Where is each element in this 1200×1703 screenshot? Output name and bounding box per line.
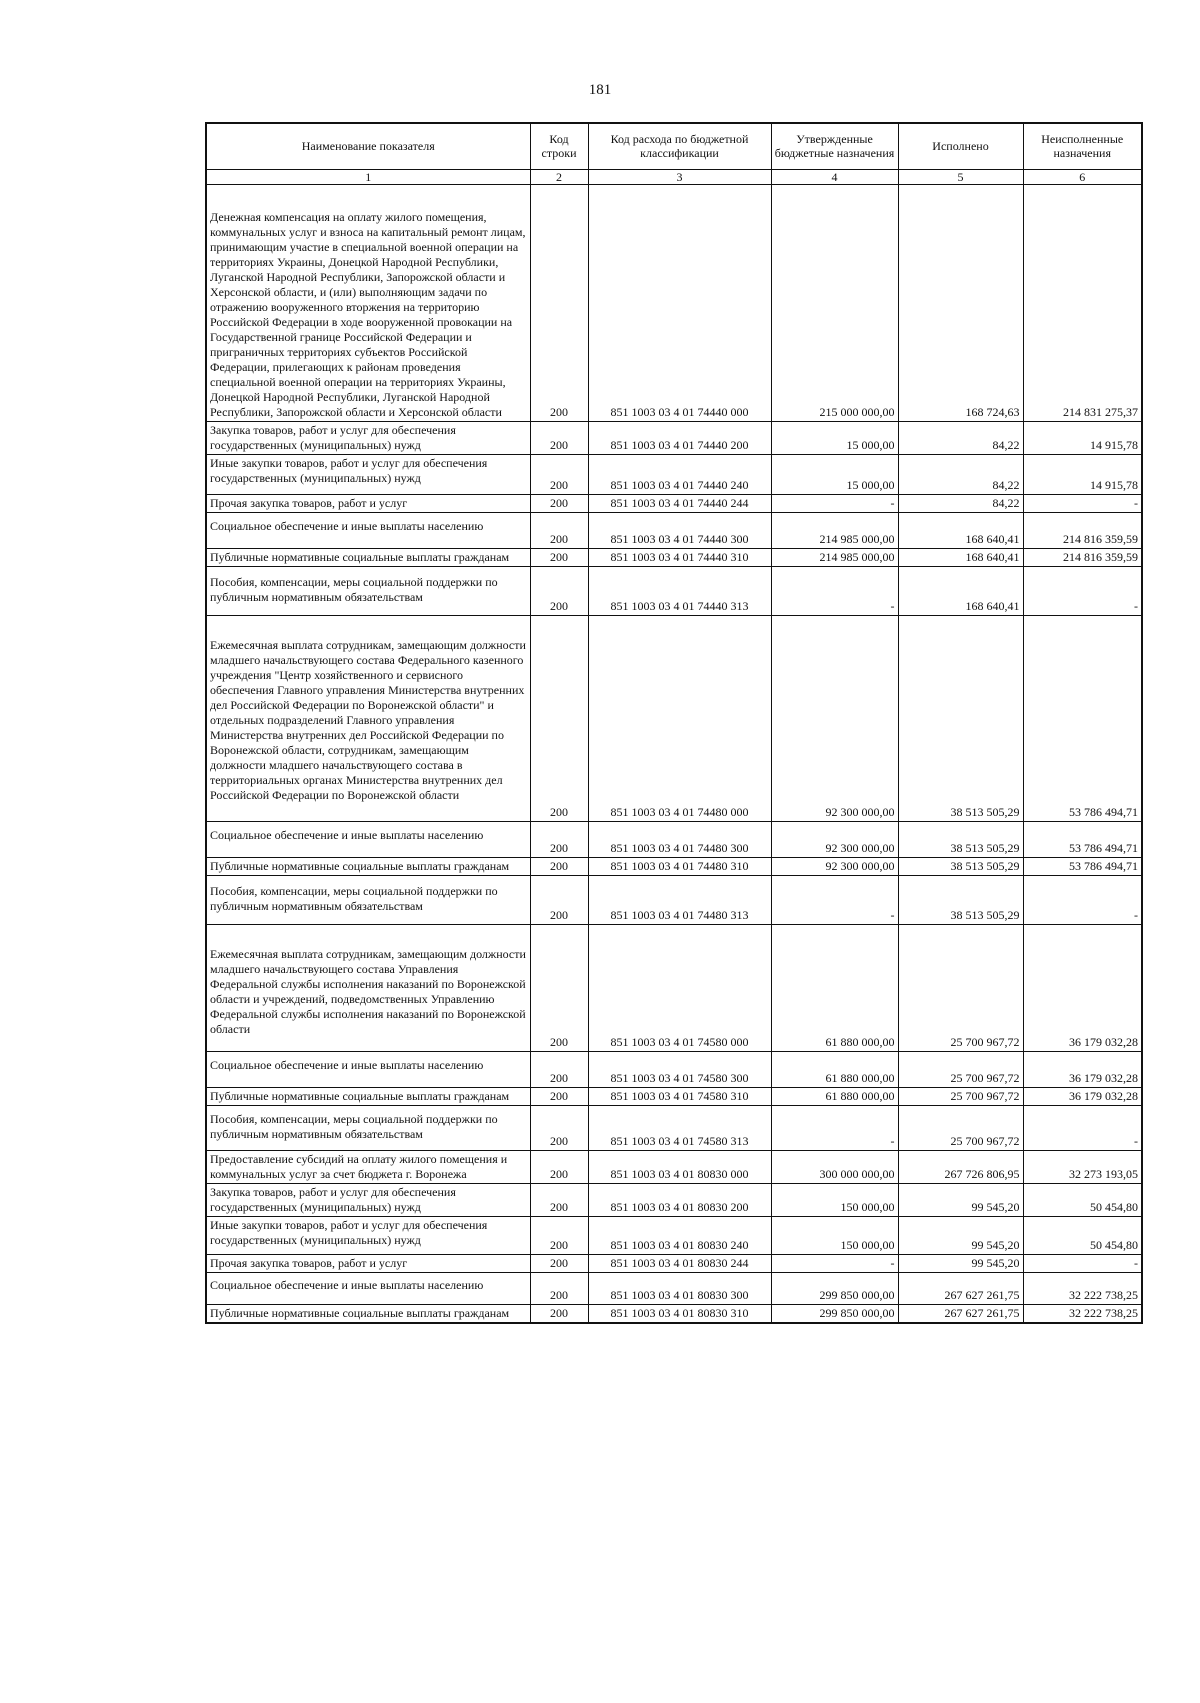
table-row (206, 566, 1142, 615)
header-row (206, 123, 1142, 169)
row-unexecuted: - (1023, 875, 1142, 924)
row-name: Социальное обеспечение и иные выплаты населению (206, 512, 530, 548)
row-kbk: 851 1003 03 4 01 74440 240 (588, 454, 771, 494)
row-unexecuted: 214 816 359,59 (1023, 512, 1142, 548)
row-kbk: 851 1003 03 4 01 74440 310 (588, 548, 771, 566)
row-kbk: 851 1003 03 4 01 80830 000 (588, 1150, 771, 1183)
table-row (206, 857, 1142, 875)
row-name: Прочая закупка товаров, работ и услуг (206, 494, 530, 512)
header-approved: Утвержденные бюджетные назначения (771, 123, 898, 169)
row-executed: 168 640,41 (898, 512, 1023, 548)
row-approved: 150 000,00 (771, 1216, 898, 1254)
row-code: 200 (530, 421, 588, 454)
table-row (206, 1304, 1142, 1323)
row-name: Публичные нормативные социальные выплаты гражданам (206, 1087, 530, 1105)
row-executed: 267 627 261,75 (898, 1272, 1023, 1304)
row-unexecuted: 50 454,80 (1023, 1183, 1142, 1216)
row-code: 200 (530, 184, 588, 421)
row-name: Денежная компенсация на оплату жилого помещения, коммунальных услуг и взноса на капитальный ремонт лицам, принимающим участие в специальной военной операции на территориях Украины, Донецкой Народной Республики, Луганской Народной Республики, Запорожской области и Херсонской области, и (или) выполняющим задачи по отражению вооруженного вторжения на территорию Российской Федерации в ходе вооруженной провокации на Государственной границе Российской Федерации и приграничных территориях субъектов Российской Федерации, прилегающих к районам проведения специальной военной операции на территориях Украины, Донецкой Народной Республики, Луганской Народной Республики, Запорожской области и Херсонской области (206, 184, 530, 421)
row-unexecuted: - (1023, 494, 1142, 512)
row-code: 200 (530, 1272, 588, 1304)
row-approved: 61 880 000,00 (771, 924, 898, 1051)
row-unexecuted: 53 786 494,71 (1023, 821, 1142, 857)
row-kbk: 851 1003 03 4 01 74580 300 (588, 1051, 771, 1087)
row-kbk: 851 1003 03 4 01 80830 310 (588, 1304, 771, 1323)
table-row (206, 924, 1142, 1051)
row-kbk: 851 1003 03 4 01 74440 313 (588, 566, 771, 615)
row-approved: 92 300 000,00 (771, 857, 898, 875)
row-approved: 215 000 000,00 (771, 184, 898, 421)
row-kbk: 851 1003 03 4 01 74580 000 (588, 924, 771, 1051)
row-unexecuted: 53 786 494,71 (1023, 615, 1142, 821)
row-name: Социальное обеспечение и иные выплаты населению (206, 821, 530, 857)
row-approved: 92 300 000,00 (771, 821, 898, 857)
table-row (206, 1272, 1142, 1304)
column-number: 4 (771, 169, 898, 184)
row-unexecuted: 214 831 275,37 (1023, 184, 1142, 421)
row-name: Предоставление субсидий на оплату жилого помещения и коммунальных услуг за счет бюджета г. Воронежа (206, 1150, 530, 1183)
page-number: 181 (588, 82, 612, 98)
row-unexecuted: 32 273 193,05 (1023, 1150, 1142, 1183)
table-row (206, 454, 1142, 494)
row-unexecuted: - (1023, 566, 1142, 615)
row-code: 200 (530, 548, 588, 566)
row-executed: 267 627 261,75 (898, 1304, 1023, 1323)
header-unexecuted: Неисполненные назначения (1023, 123, 1142, 169)
row-executed: 25 700 967,72 (898, 1087, 1023, 1105)
row-executed: 84,22 (898, 494, 1023, 512)
row-kbk: 851 1003 03 4 01 80830 300 (588, 1272, 771, 1304)
column-number: 2 (530, 169, 588, 184)
row-kbk: 851 1003 03 4 01 74440 200 (588, 421, 771, 454)
header-code: Код строки (530, 123, 588, 169)
table-row (206, 615, 1142, 821)
row-name: Иные закупки товаров, работ и услуг для обеспечения государственных (муниципальных) нужд (206, 454, 530, 494)
row-unexecuted: 14 915,78 (1023, 421, 1142, 454)
row-kbk: 851 1003 03 4 01 74580 310 (588, 1087, 771, 1105)
row-approved: - (771, 566, 898, 615)
row-code: 200 (530, 1105, 588, 1150)
row-code: 200 (530, 615, 588, 821)
row-kbk: 851 1003 03 4 01 74480 310 (588, 857, 771, 875)
table-row (206, 1254, 1142, 1272)
row-kbk: 851 1003 03 4 01 74480 313 (588, 875, 771, 924)
column-number: 6 (1023, 169, 1142, 184)
row-approved: 299 850 000,00 (771, 1272, 898, 1304)
table-row (206, 1150, 1142, 1183)
table-row (206, 875, 1142, 924)
row-kbk: 851 1003 03 4 01 74480 300 (588, 821, 771, 857)
row-approved: 15 000,00 (771, 454, 898, 494)
row-approved: 299 850 000,00 (771, 1304, 898, 1323)
row-executed: 84,22 (898, 454, 1023, 494)
row-code: 200 (530, 1150, 588, 1183)
row-code: 200 (530, 875, 588, 924)
row-approved: 300 000 000,00 (771, 1150, 898, 1183)
row-approved: - (771, 1105, 898, 1150)
column-number: 5 (898, 169, 1023, 184)
table-row (206, 1216, 1142, 1254)
row-approved: - (771, 494, 898, 512)
row-approved: 92 300 000,00 (771, 615, 898, 821)
row-code: 200 (530, 1304, 588, 1323)
column-number: 3 (588, 169, 771, 184)
table-row (206, 184, 1142, 421)
table-row (206, 1183, 1142, 1216)
row-name: Закупка товаров, работ и услуг для обеспечения государственных (муниципальных) нужд (206, 1183, 530, 1216)
row-approved: 214 985 000,00 (771, 512, 898, 548)
row-name: Пособия, компенсации, меры социальной поддержки по публичным нормативным обязательствам (206, 875, 530, 924)
row-executed: 168 724,63 (898, 184, 1023, 421)
budget-table (205, 122, 1143, 1324)
row-unexecuted: - (1023, 1254, 1142, 1272)
row-kbk: 851 1003 03 4 01 74440 300 (588, 512, 771, 548)
table-row (206, 821, 1142, 857)
row-executed: 84,22 (898, 421, 1023, 454)
table-row (206, 494, 1142, 512)
row-code: 200 (530, 566, 588, 615)
row-name: Публичные нормативные социальные выплаты гражданам (206, 548, 530, 566)
row-kbk: 851 1003 03 4 01 74480 000 (588, 615, 771, 821)
row-name: Пособия, компенсации, меры социальной поддержки по публичным нормативным обязательствам (206, 566, 530, 615)
row-kbk: 851 1003 03 4 01 80830 240 (588, 1216, 771, 1254)
row-name: Пособия, компенсации, меры социальной поддержки по публичным нормативным обязательствам (206, 1105, 530, 1150)
row-unexecuted: 14 915,78 (1023, 454, 1142, 494)
row-kbk: 851 1003 03 4 01 74440 000 (588, 184, 771, 421)
row-name: Иные закупки товаров, работ и услуг для обеспечения государственных (муниципальных) нужд (206, 1216, 530, 1254)
table-row (206, 1087, 1142, 1105)
row-approved: 61 880 000,00 (771, 1051, 898, 1087)
row-unexecuted: 50 454,80 (1023, 1216, 1142, 1254)
row-unexecuted: 214 816 359,59 (1023, 548, 1142, 566)
row-name: Ежемесячная выплата сотрудникам, замещающим должности младшего начальствующего состава Управления Федеральной службы исполнения наказаний по Воронежской области и учреждений, подведомственных Управлению Федеральной службы исполнения наказаний по Воронежской области (206, 924, 530, 1051)
row-code: 200 (530, 857, 588, 875)
row-name: Ежемесячная выплата сотрудникам, замещающим должности младшего начальствующего состава Федерального казенного учреждения "Центр хозяйственного и сервисного обеспечения Главного управления Министерства внутренних дел Российской Федерации по Воронежской области" и отдельных подразделений Главного управления Министерства внутренних дел Российской Федерации по Воронежской области, сотрудникам, замещающим должности младшего начальствующего состава в территориальных органах Министерства внутренних дел Российской Федерации по Воронежской области (206, 615, 530, 821)
column-numbers-row (206, 169, 1142, 184)
row-code: 200 (530, 454, 588, 494)
row-kbk: 851 1003 03 4 01 74580 313 (588, 1105, 771, 1150)
row-code: 200 (530, 512, 588, 548)
row-executed: 168 640,41 (898, 566, 1023, 615)
row-code: 200 (530, 494, 588, 512)
row-approved: - (771, 1254, 898, 1272)
row-executed: 25 700 967,72 (898, 1051, 1023, 1087)
row-unexecuted: - (1023, 1105, 1142, 1150)
row-name: Публичные нормативные социальные выплаты гражданам (206, 1304, 530, 1323)
row-code: 200 (530, 821, 588, 857)
row-kbk: 851 1003 03 4 01 80830 244 (588, 1254, 771, 1272)
row-unexecuted: 32 222 738,25 (1023, 1272, 1142, 1304)
row-code: 200 (530, 924, 588, 1051)
row-name: Публичные нормативные социальные выплаты гражданам (206, 857, 530, 875)
header-kbk: Код расхода по бюджетной классификации (588, 123, 771, 169)
row-kbk: 851 1003 03 4 01 80830 200 (588, 1183, 771, 1216)
row-executed: 99 545,20 (898, 1216, 1023, 1254)
row-approved: 61 880 000,00 (771, 1087, 898, 1105)
row-executed: 38 513 505,29 (898, 821, 1023, 857)
row-approved: 214 985 000,00 (771, 548, 898, 566)
row-code: 200 (530, 1183, 588, 1216)
header-executed: Исполнено (898, 123, 1023, 169)
row-executed: 38 513 505,29 (898, 875, 1023, 924)
row-unexecuted: 36 179 032,28 (1023, 1087, 1142, 1105)
row-name: Социальное обеспечение и иные выплаты населению (206, 1272, 530, 1304)
row-executed: 168 640,41 (898, 548, 1023, 566)
header-name: Наименование показателя (206, 123, 530, 169)
row-approved: - (771, 875, 898, 924)
table-body (206, 184, 1142, 1323)
row-approved: 150 000,00 (771, 1183, 898, 1216)
row-executed: 25 700 967,72 (898, 924, 1023, 1051)
row-code: 200 (530, 1254, 588, 1272)
row-executed: 38 513 505,29 (898, 615, 1023, 821)
row-executed: 38 513 505,29 (898, 857, 1023, 875)
table-row (206, 421, 1142, 454)
row-code: 200 (530, 1216, 588, 1254)
row-unexecuted: 32 222 738,25 (1023, 1304, 1142, 1323)
row-approved: 15 000,00 (771, 421, 898, 454)
row-unexecuted: 53 786 494,71 (1023, 857, 1142, 875)
row-code: 200 (530, 1087, 588, 1105)
table-row (206, 1051, 1142, 1087)
row-kbk: 851 1003 03 4 01 74440 244 (588, 494, 771, 512)
row-unexecuted: 36 179 032,28 (1023, 1051, 1142, 1087)
row-executed: 99 545,20 (898, 1254, 1023, 1272)
table-row (206, 548, 1142, 566)
row-name: Прочая закупка товаров, работ и услуг (206, 1254, 530, 1272)
row-executed: 25 700 967,72 (898, 1105, 1023, 1150)
row-code: 200 (530, 1051, 588, 1087)
row-unexecuted: 36 179 032,28 (1023, 924, 1142, 1051)
row-executed: 267 726 806,95 (898, 1150, 1023, 1183)
row-name: Социальное обеспечение и иные выплаты населению (206, 1051, 530, 1087)
column-number: 1 (206, 169, 530, 184)
table-row (206, 512, 1142, 548)
row-executed: 99 545,20 (898, 1183, 1023, 1216)
row-name: Закупка товаров, работ и услуг для обеспечения государственных (муниципальных) нужд (206, 421, 530, 454)
table-row (206, 1105, 1142, 1150)
